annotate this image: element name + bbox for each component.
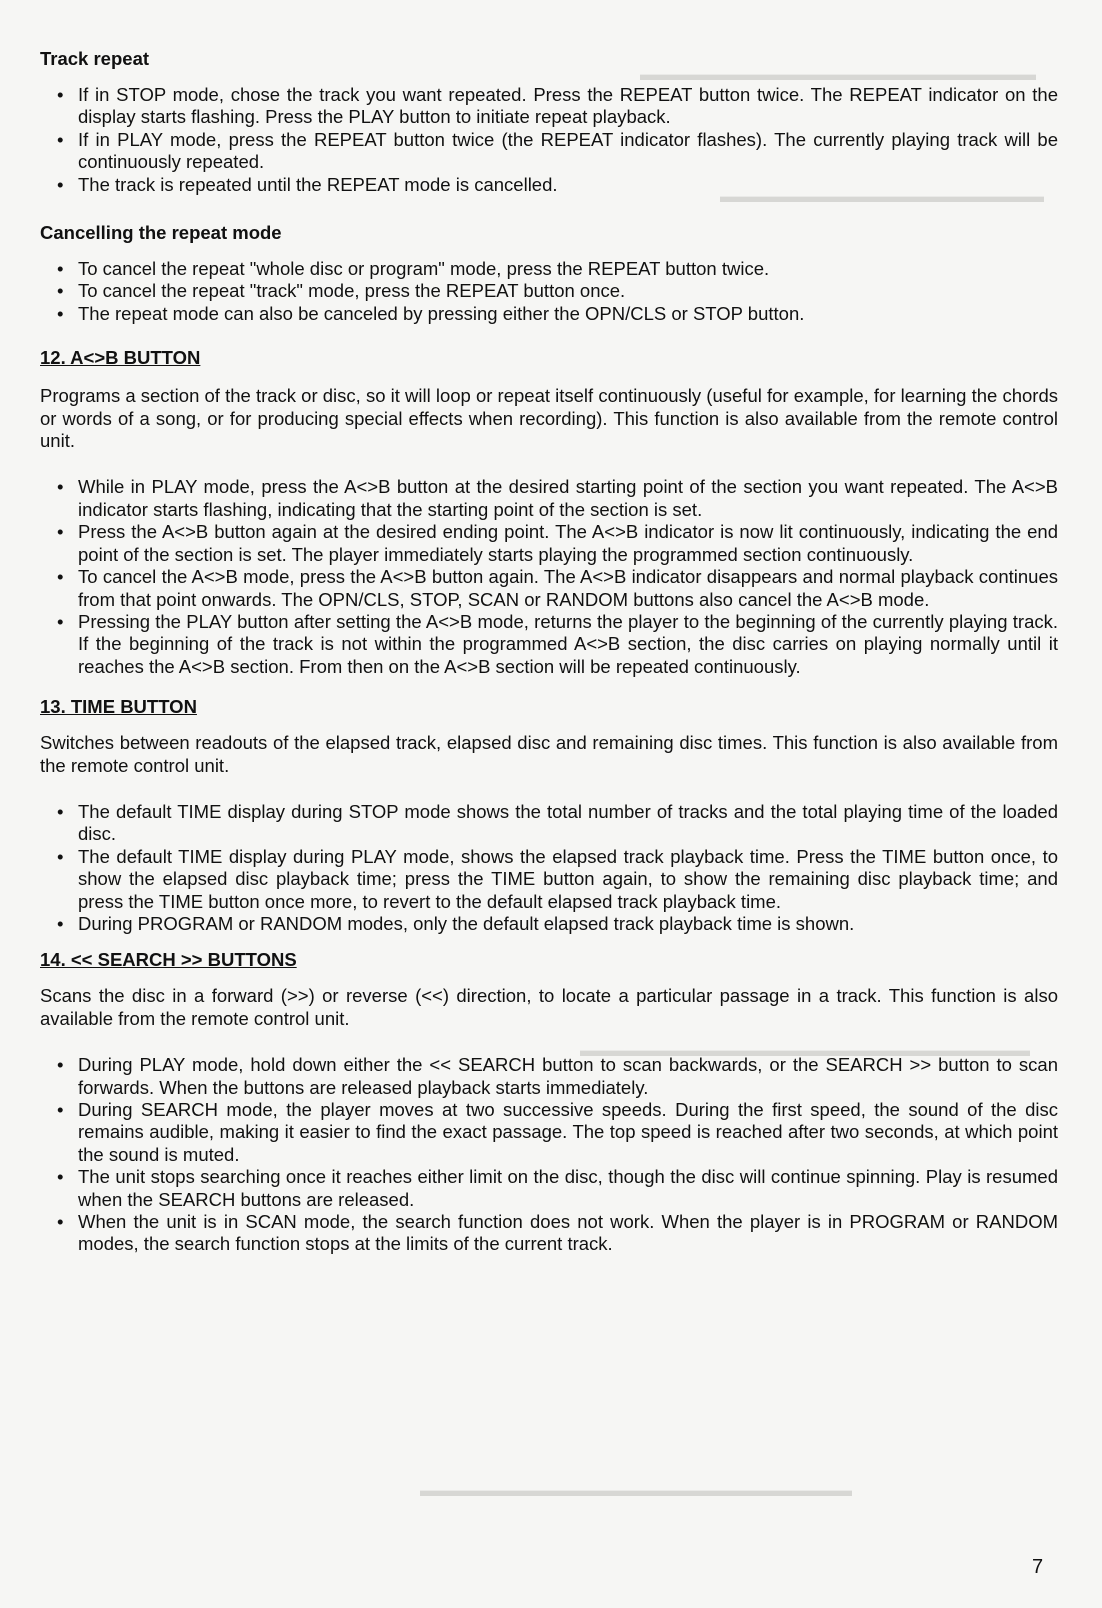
list-item: • If in PLAY mode, press the REPEAT button twice (the REPEAT indicator flashes). The currently playing track will be continuously repeated. bbox=[57, 128, 1058, 173]
list-item: • While in PLAY mode, press the A<>B button at the desired starting point of the section you want repeated. The A<>B indicator starts flashing, indicating that the starting point of the section is set. bbox=[57, 476, 1058, 520]
track-repeat-heading: Track repeat bbox=[40, 48, 150, 69]
list-item: • Pressing the PLAY button after setting the A<>B mode, returns the player to the beginning of the currently playing track. If the beginning of the track is not within the programmed A<>B section, the disc carries on playing normally until it reaches the A<>B section. From then on the A<>B section will be repeated continuously. bbox=[57, 610, 1058, 677]
bullet-icon: • bbox=[57, 84, 64, 105]
list-item: • The track is repeated until the REPEAT mode is cancelled. bbox=[57, 173, 558, 195]
time-button-intro: Switches between readouts of the elapsed track, elapsed disc and remaining disc times. This function is also available from the remote control unit. bbox=[40, 732, 1058, 776]
list-item: • To cancel the A<>B mode, press the A<>B button again. The A<>B indicator disappears and normal playback continues from that point onwards. The OPN/CLS, STOP, SCAN or RANDOM buttons also cancel the A<>B mode. bbox=[57, 566, 1058, 610]
list-item: • During PLAY mode, hold down either the << SEARCH button to scan backwards, or the SEARCH >> button to scan forwards. When the buttons are released playback starts immediately. bbox=[57, 1054, 1058, 1098]
list-item: • During PROGRAM or RANDOM modes, only the default elapsed track playback time is shown. bbox=[57, 912, 855, 934]
bullet-icon: • bbox=[57, 845, 64, 867]
cancel-repeat-list bbox=[40, 258, 1058, 325]
ab-button-list bbox=[40, 476, 1058, 678]
list-item: • The repeat mode can also be canceled by pressing either the OPN/CLS or STOP button. bbox=[57, 302, 805, 324]
list-item: • The default TIME display during PLAY mode, shows the elapsed track playback time. Press the TIME button once, to show the elapsed disc playback time; press the TIME button again, to show the remaining disc playback time; and press the TIME button once more, to revert to the default elapsed track playback time. bbox=[57, 845, 1058, 912]
search-buttons-section bbox=[40, 949, 1058, 1255]
list-item: • During SEARCH mode, the player moves at two successive speeds. During the first speed, the sound of the disc remains audible, making it easier to find the exact passage. The top speed is reached after two seconds, at which point the sound is muted. bbox=[57, 1099, 1058, 1165]
list-item: • To cancel the repeat "whole disc or program" mode, press the REPEAT button twice. bbox=[57, 258, 770, 280]
bullet-icon: • bbox=[57, 1166, 64, 1188]
bleed-through-ghost: ▬▬▬▬▬▬▬▬▬▬▬▬▬▬▬▬▬▬▬▬▬▬▬▬ bbox=[420, 1480, 852, 1500]
cancel-repeat-section bbox=[40, 222, 1058, 325]
ab-button-section bbox=[40, 347, 1058, 678]
ab-button-heading: 12. A<>B BUTTON bbox=[40, 347, 201, 369]
search-buttons-intro: Scans the disc in a forward (>>) or reverse (<<) direction, to locate a particular passage in a track. This function is also available from the remote control unit. bbox=[40, 985, 1058, 1029]
cancel-repeat-heading: Cancelling the repeat mode bbox=[40, 222, 282, 244]
bleed-through-ghost: ▬▬▬▬▬▬▬▬▬▬▬▬▬▬▬▬▬▬▬▬▬▬ bbox=[640, 64, 1036, 84]
bullet-icon: • bbox=[57, 521, 64, 543]
time-button-list bbox=[40, 801, 1058, 935]
track-repeat-list bbox=[40, 84, 1058, 196]
ab-button-intro: Programs a section of the track or disc, so it will loop or repeat itself continuously (useful for example, for learning the chords or words of a song, or for producing special effects when recording). This function is also available from the remote control unit. bbox=[40, 385, 1058, 452]
bullet-icon: • bbox=[57, 800, 64, 822]
list-item: • The unit stops searching once it reaches either limit on the disc, though the disc will continue spinning. Play is resumed when the SEARCH buttons are released. bbox=[57, 1166, 1058, 1210]
search-buttons-list bbox=[40, 1054, 1058, 1256]
bullet-icon: • bbox=[57, 302, 64, 324]
bullet-icon: • bbox=[57, 1211, 64, 1233]
list-item: • To cancel the repeat "track" mode, press the REPEAT button once. bbox=[57, 280, 626, 302]
page-number: 7 bbox=[1032, 1556, 1044, 1578]
bullet-icon: • bbox=[57, 173, 64, 195]
bleed-through-ghost: ▬▬▬▬▬▬▬▬▬▬▬▬▬▬▬▬▬▬ bbox=[720, 186, 1044, 206]
search-buttons-heading: 14. << SEARCH >> BUTTONS bbox=[40, 949, 297, 971]
track-repeat-section bbox=[40, 48, 1058, 196]
bullet-icon: • bbox=[57, 610, 64, 632]
list-item: • The default TIME display during STOP mode shows the total number of tracks and the total playing time of the loaded disc. bbox=[57, 800, 1058, 845]
bullet-icon: • bbox=[57, 476, 64, 498]
bullet-icon: • bbox=[57, 128, 64, 150]
time-button-heading: 13. TIME BUTTON bbox=[40, 696, 197, 718]
bullet-icon: • bbox=[57, 280, 64, 302]
document-page bbox=[40, 48, 1058, 1256]
bullet-icon: • bbox=[57, 1054, 64, 1076]
list-item: • Press the A<>B button again at the desired ending point. The A<>B indicator is now lit continuously, indicating the end point of the section is set. The player immediately starts playing the programmed section continuously. bbox=[57, 521, 1058, 565]
list-item: • If in STOP mode, chose the track you want repeated. Press the REPEAT button twice. The REPEAT indicator on the display starts flashing. Press the PLAY button to initiate repeat playback. bbox=[57, 84, 1058, 128]
bullet-icon: • bbox=[57, 258, 64, 280]
list-item: • When the unit is in SCAN mode, the search function does not work. When the player is in PROGRAM or RANDOM modes, the search function stops at the limits of the current track. bbox=[57, 1211, 1058, 1255]
bullet-icon: • bbox=[57, 1099, 64, 1120]
bleed-through-ghost: ▬▬▬▬▬▬▬▬▬▬▬▬▬▬▬▬▬▬▬▬▬▬▬▬▬ bbox=[580, 1040, 1030, 1060]
bullet-icon: • bbox=[57, 912, 64, 934]
time-button-section bbox=[40, 696, 1058, 935]
bullet-icon: • bbox=[57, 566, 64, 588]
